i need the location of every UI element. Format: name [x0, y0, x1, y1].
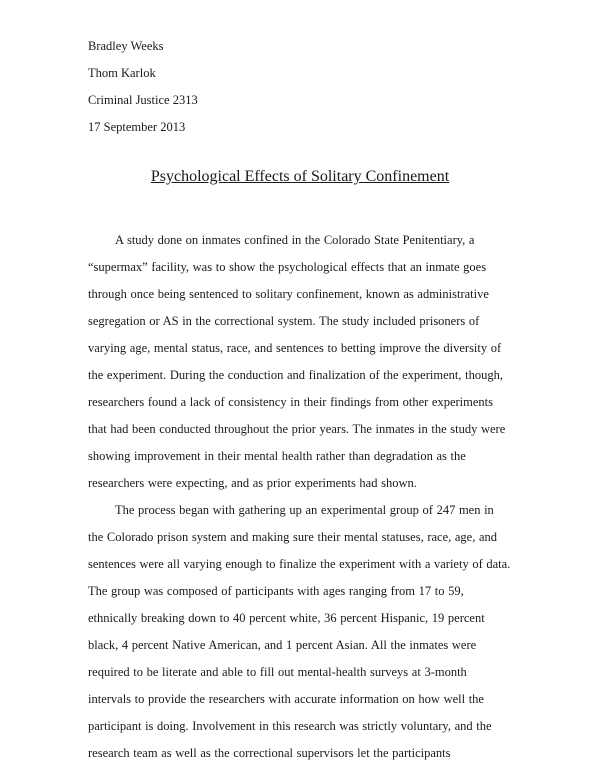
- date-line: 17 September 2013: [88, 120, 186, 134]
- author-name: Bradley Weeks: [88, 39, 164, 53]
- course-name: Criminal Justice 2313: [88, 93, 198, 107]
- essay-body: [88, 227, 512, 767]
- paragraph-1: A study done on inmates confined in the Colorado State Penitentiary, a “supermax” facility, was to show the psychological effects that an inmate goes through once being sentenced to solitary confinement, known as administrative segregation or AS in the correctional system. The study included prisoners of varying age, mental status, race, and sentences to betting improve the diversity of the experiment. During the conduction and finalization of the experiment, though, researchers found a lack of consistency in their findings from other experiments that had been conducted throughout the prior years. The inmates in the study were showing improvement in their mental health rather than degradation as the researchers were expecting, and as prior experiments had shown.: [88, 233, 506, 490]
- mla-heading: [88, 33, 512, 141]
- instructor-name: Thom Karlok: [88, 66, 156, 80]
- page-title-text: Psychological Effects of Solitary Confinement: [150, 168, 450, 185]
- paragraph-2: The process began with gathering up an experimental group of 247 men in the Colorado prison system and making sure their mental statuses, race, age, and sentences were all varying enough to finalize the experiment with a variety of data. The group was composed of participants with ages ranging from 17 to 59, ethnically breaking down to 40 percent white, 36 percent Hispanic, 19 percent black, 4 percent Native American, and 1 percent Asian. All the inmates were required to be literate and able to fill out mental-health surveys at 3-month intervals to provide the researchers with accurate information on how well the participant is doing. Involvement in this research was strictly voluntary, and the research team as well as the correctional supervisors let the participants: [88, 503, 511, 760]
- page-title: [88, 163, 512, 190]
